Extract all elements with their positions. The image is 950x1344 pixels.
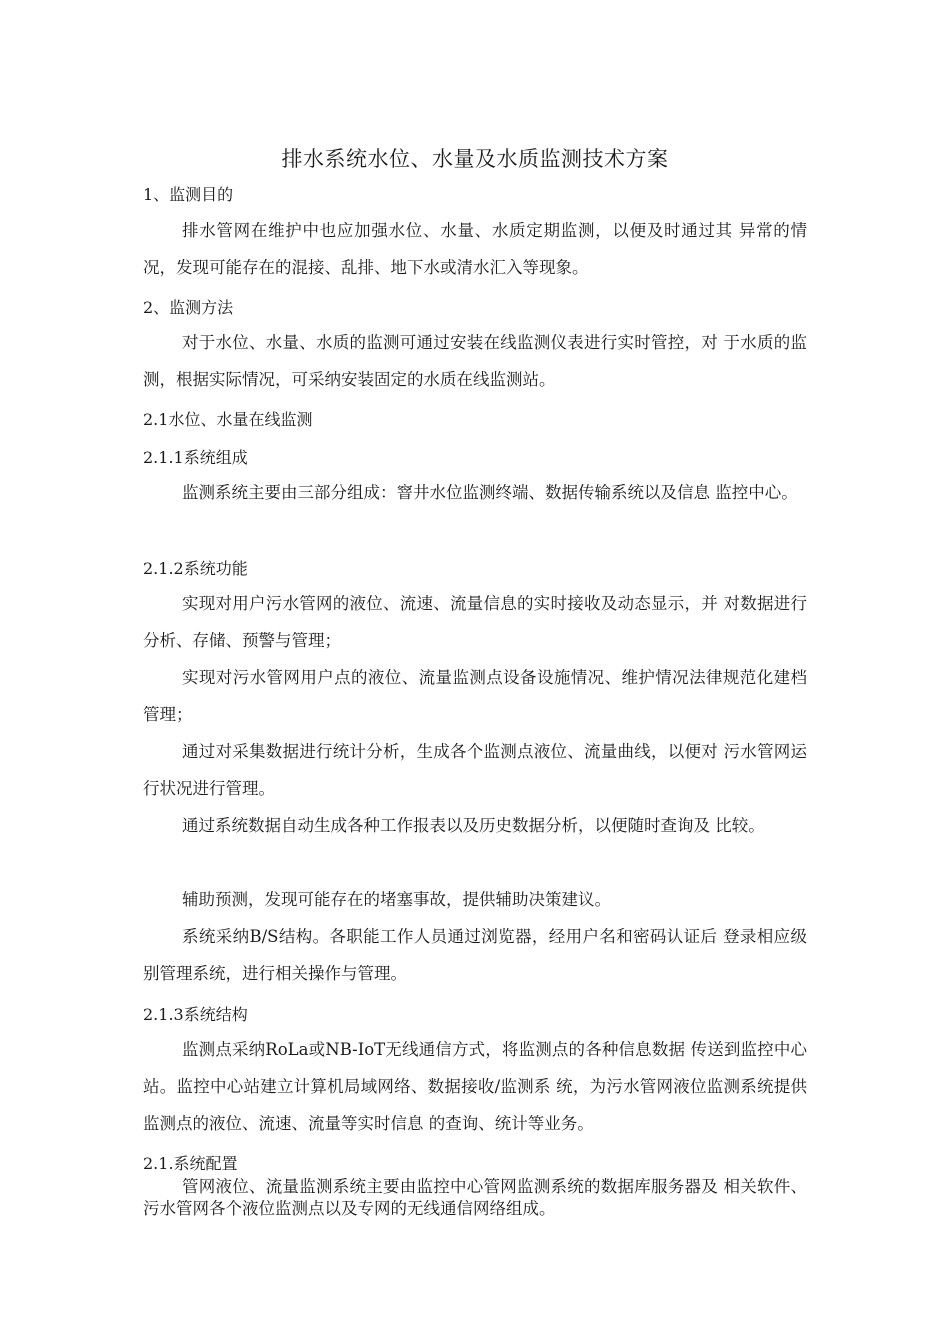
section-heading-2-1: 2.1水位、水量在线监测 (143, 410, 313, 429)
paragraph-structure: 监测点采纳RoLa或NB-IoT无线通信方式，将监测点的各种信息数据 传送到监控中心站。监控中心站建立计算机局域网络、数据接收/监测系 统，为污水管网液位监测系统提供监测点的液位、流速、流量等实时信息 的查询、统计等业务。 (143, 1040, 807, 1133)
section-heading-2-1-1: 2.1.1系统组成 (143, 448, 248, 467)
paragraph-configuration: 管网液位、流量监测系统主要由监控中心管网监测系统的数据库服务器及 相关软件、污水管网各个液位监测点以及专网的无线通信网络组成。 (143, 1177, 807, 1218)
paragraph-method: 对于水位、水量、水质的监测可通过安装在线监测仪表进行实时管控，对 于水质的监测，根据实际情况，可采纳安装固定的水质在线监测站。 (143, 333, 807, 389)
paragraph-function-5: 辅助预测，发现可能存在的堵塞事故，提供辅助决策建议。 (182, 890, 611, 909)
paragraph-function-3: 通过对采集数据进行统计分析，生成各个监测点液位、流量曲线，以便对 污水管网运行状况进行管理。 (143, 742, 807, 798)
paragraph-purpose: 排水管网在维护中也应加强水位、水量、水质定期监测，以便及时通过其 异常的情况，发现可能存在的混接、乱排、地下水或清水汇入等现象。 (143, 221, 807, 277)
paragraph-function-1: 实现对用户污水管网的液位、流速、流量信息的实时接收及动态显示，并 对数据进行分析、存储、预警与管理； (143, 594, 807, 650)
paragraph-function-6: 系统采纳B/S结构。各职能工作人员通过浏览器，经用户名和密码认证后 登录相应级别管理系统，进行相关操作与管理。 (143, 927, 807, 983)
paragraph-composition: 监测系统主要由三部分组成：窨井水位监测终端、数据传输系统以及信息 监控中心。 (182, 483, 798, 502)
section-heading-2: 2、监测方法 (143, 298, 234, 317)
section-heading-2-1-2: 2.1.2系统功能 (143, 559, 248, 578)
document-title: 排水系统水位、水量及水质监测技术方案 (281, 147, 669, 171)
section-heading-2-1-3: 2.1.3系统结构 (143, 1005, 248, 1024)
section-heading-2-1-4: 2.1.系统配置 (143, 1154, 238, 1173)
section-heading-1: 1、监测目的 (143, 185, 234, 204)
paragraph-function-2: 实现对污水管网用户点的液位、流量监测点设备设施情况、维护情况法律规范化建档管理； (143, 668, 807, 724)
paragraph-function-4: 通过系统数据自动生成各种工作报表以及历史数据分析，以便随时查询及 比较。 (182, 816, 765, 835)
